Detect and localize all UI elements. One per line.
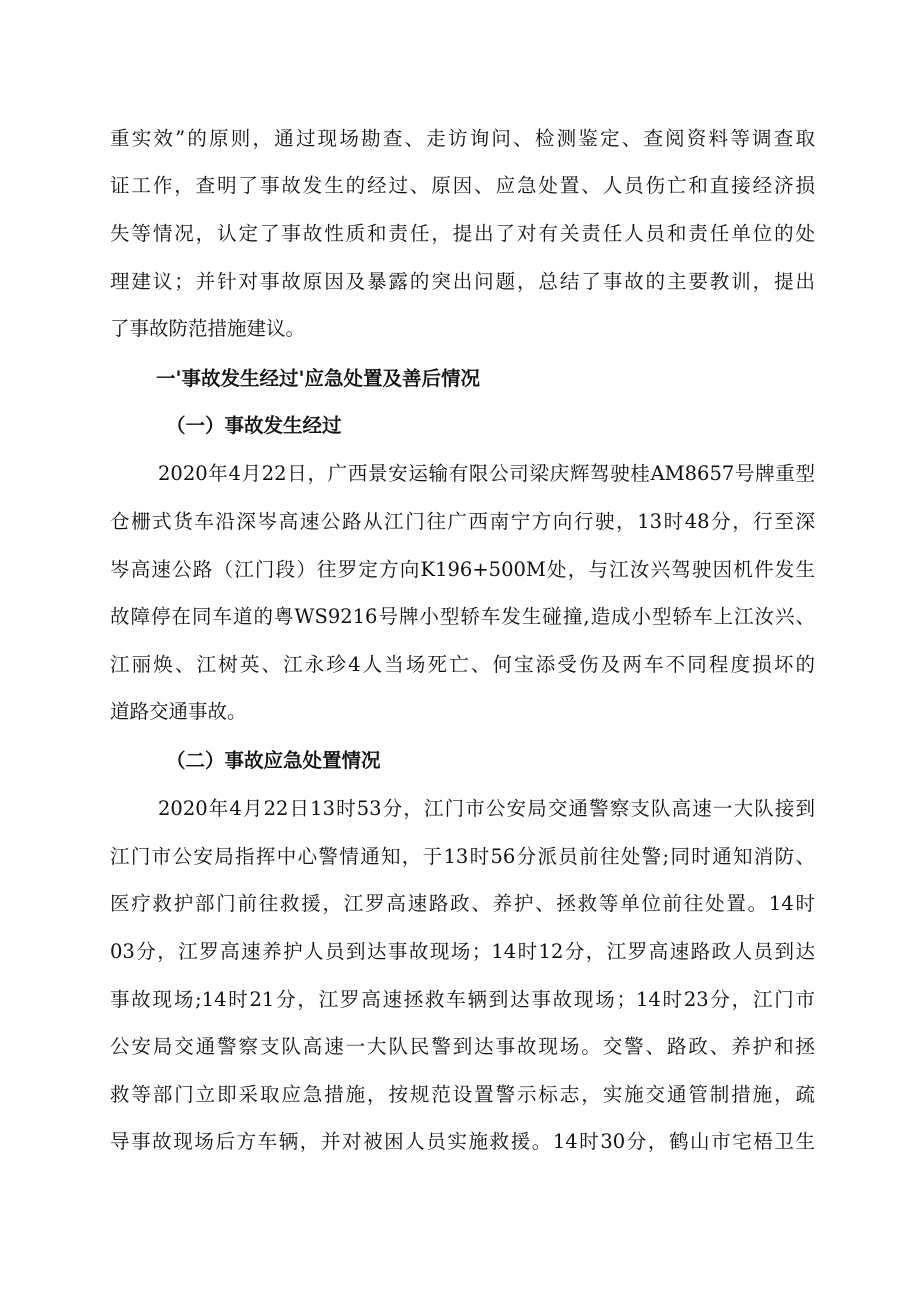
paragraph-line: 导事故现场后方车辆，并对被困人员实施救援。14时30分，鹤山市宅梧卫生 bbox=[110, 1130, 815, 1153]
intro-line: 理建议；并针对事故原因及暴露的突出问题，总结了事故的主要教训，提出 bbox=[110, 270, 815, 293]
paragraph-line: 江丽焕、江树英、江永珍4人当场死亡、何宝添受伤及两车不同程度损坏的 bbox=[110, 653, 815, 676]
intro-line: 失等情况，认定了事故性质和责任，提出了对有关责任人员和责任单位的处 bbox=[110, 222, 815, 245]
paragraph-line: 仓栅式货车沿深岑高速公路从江门往广西南宁方向行驶，13时48分，行至深 bbox=[110, 510, 815, 533]
paragraph-line: 公安局交通警察支队高速一大队民警到达事故现场。交警、路政、养护和拯 bbox=[110, 1035, 815, 1058]
intro-line: 证工作，查明了事故发生的经过、原因、应急处置、人员伤亡和直接经济损 bbox=[110, 174, 815, 197]
subsection-heading: （一）事故发生经过 bbox=[166, 414, 342, 437]
paragraph-line: 救等部门立即采取应急措施，按规范设置警示标志，实施交通管制措施，疏 bbox=[110, 1083, 815, 1106]
paragraph-line: 事故现场;14时21分，江罗高速拯救车辆到达事故现场；14时23分，江门市 bbox=[110, 988, 815, 1011]
paragraph-line: 江门市公安局指挥中心警情通知，于13时56分派员前往处警;同时通知消防、 bbox=[110, 845, 815, 868]
paragraph-line: 2020年4月22日，广西景安运输有限公司梁庆辉驾驶桂AM8657号牌重型 bbox=[158, 462, 815, 485]
section-heading: 一'事故发生经过'应急处置及善后情况 bbox=[156, 367, 480, 390]
intro-line: 了事故防范措施建议。 bbox=[110, 317, 306, 340]
subsection-heading: （二）事故应急处置情况 bbox=[166, 749, 381, 772]
paragraph-line: 故障停在同车道的粤WS9216号牌小型轿车发生碰撞,造成小型轿车上江汝兴、 bbox=[110, 605, 815, 628]
paragraph-line: 道路交通事故。 bbox=[110, 700, 247, 723]
paragraph-line: 岑高速公路（江门段）往罗定方向K196+500M处，与江汝兴驾驶因机件发生 bbox=[110, 558, 815, 581]
paragraph-line: 2020年4月22日13时53分，江门市公安局交通警察支队高速一大队接到 bbox=[158, 797, 815, 820]
paragraph-line: 03分，江罗高速养护人员到达事故现场；14时12分，江罗高速路政人员到达 bbox=[110, 940, 815, 963]
paragraph-line: 医疗救护部门前往救援，江罗高速路政、养护、拯救等单位前往处置。14时 bbox=[110, 892, 815, 915]
intro-line: 重实效”的原则，通过现场勘查、走访询问、检测鉴定、查阅资料等调查取 bbox=[110, 127, 815, 150]
